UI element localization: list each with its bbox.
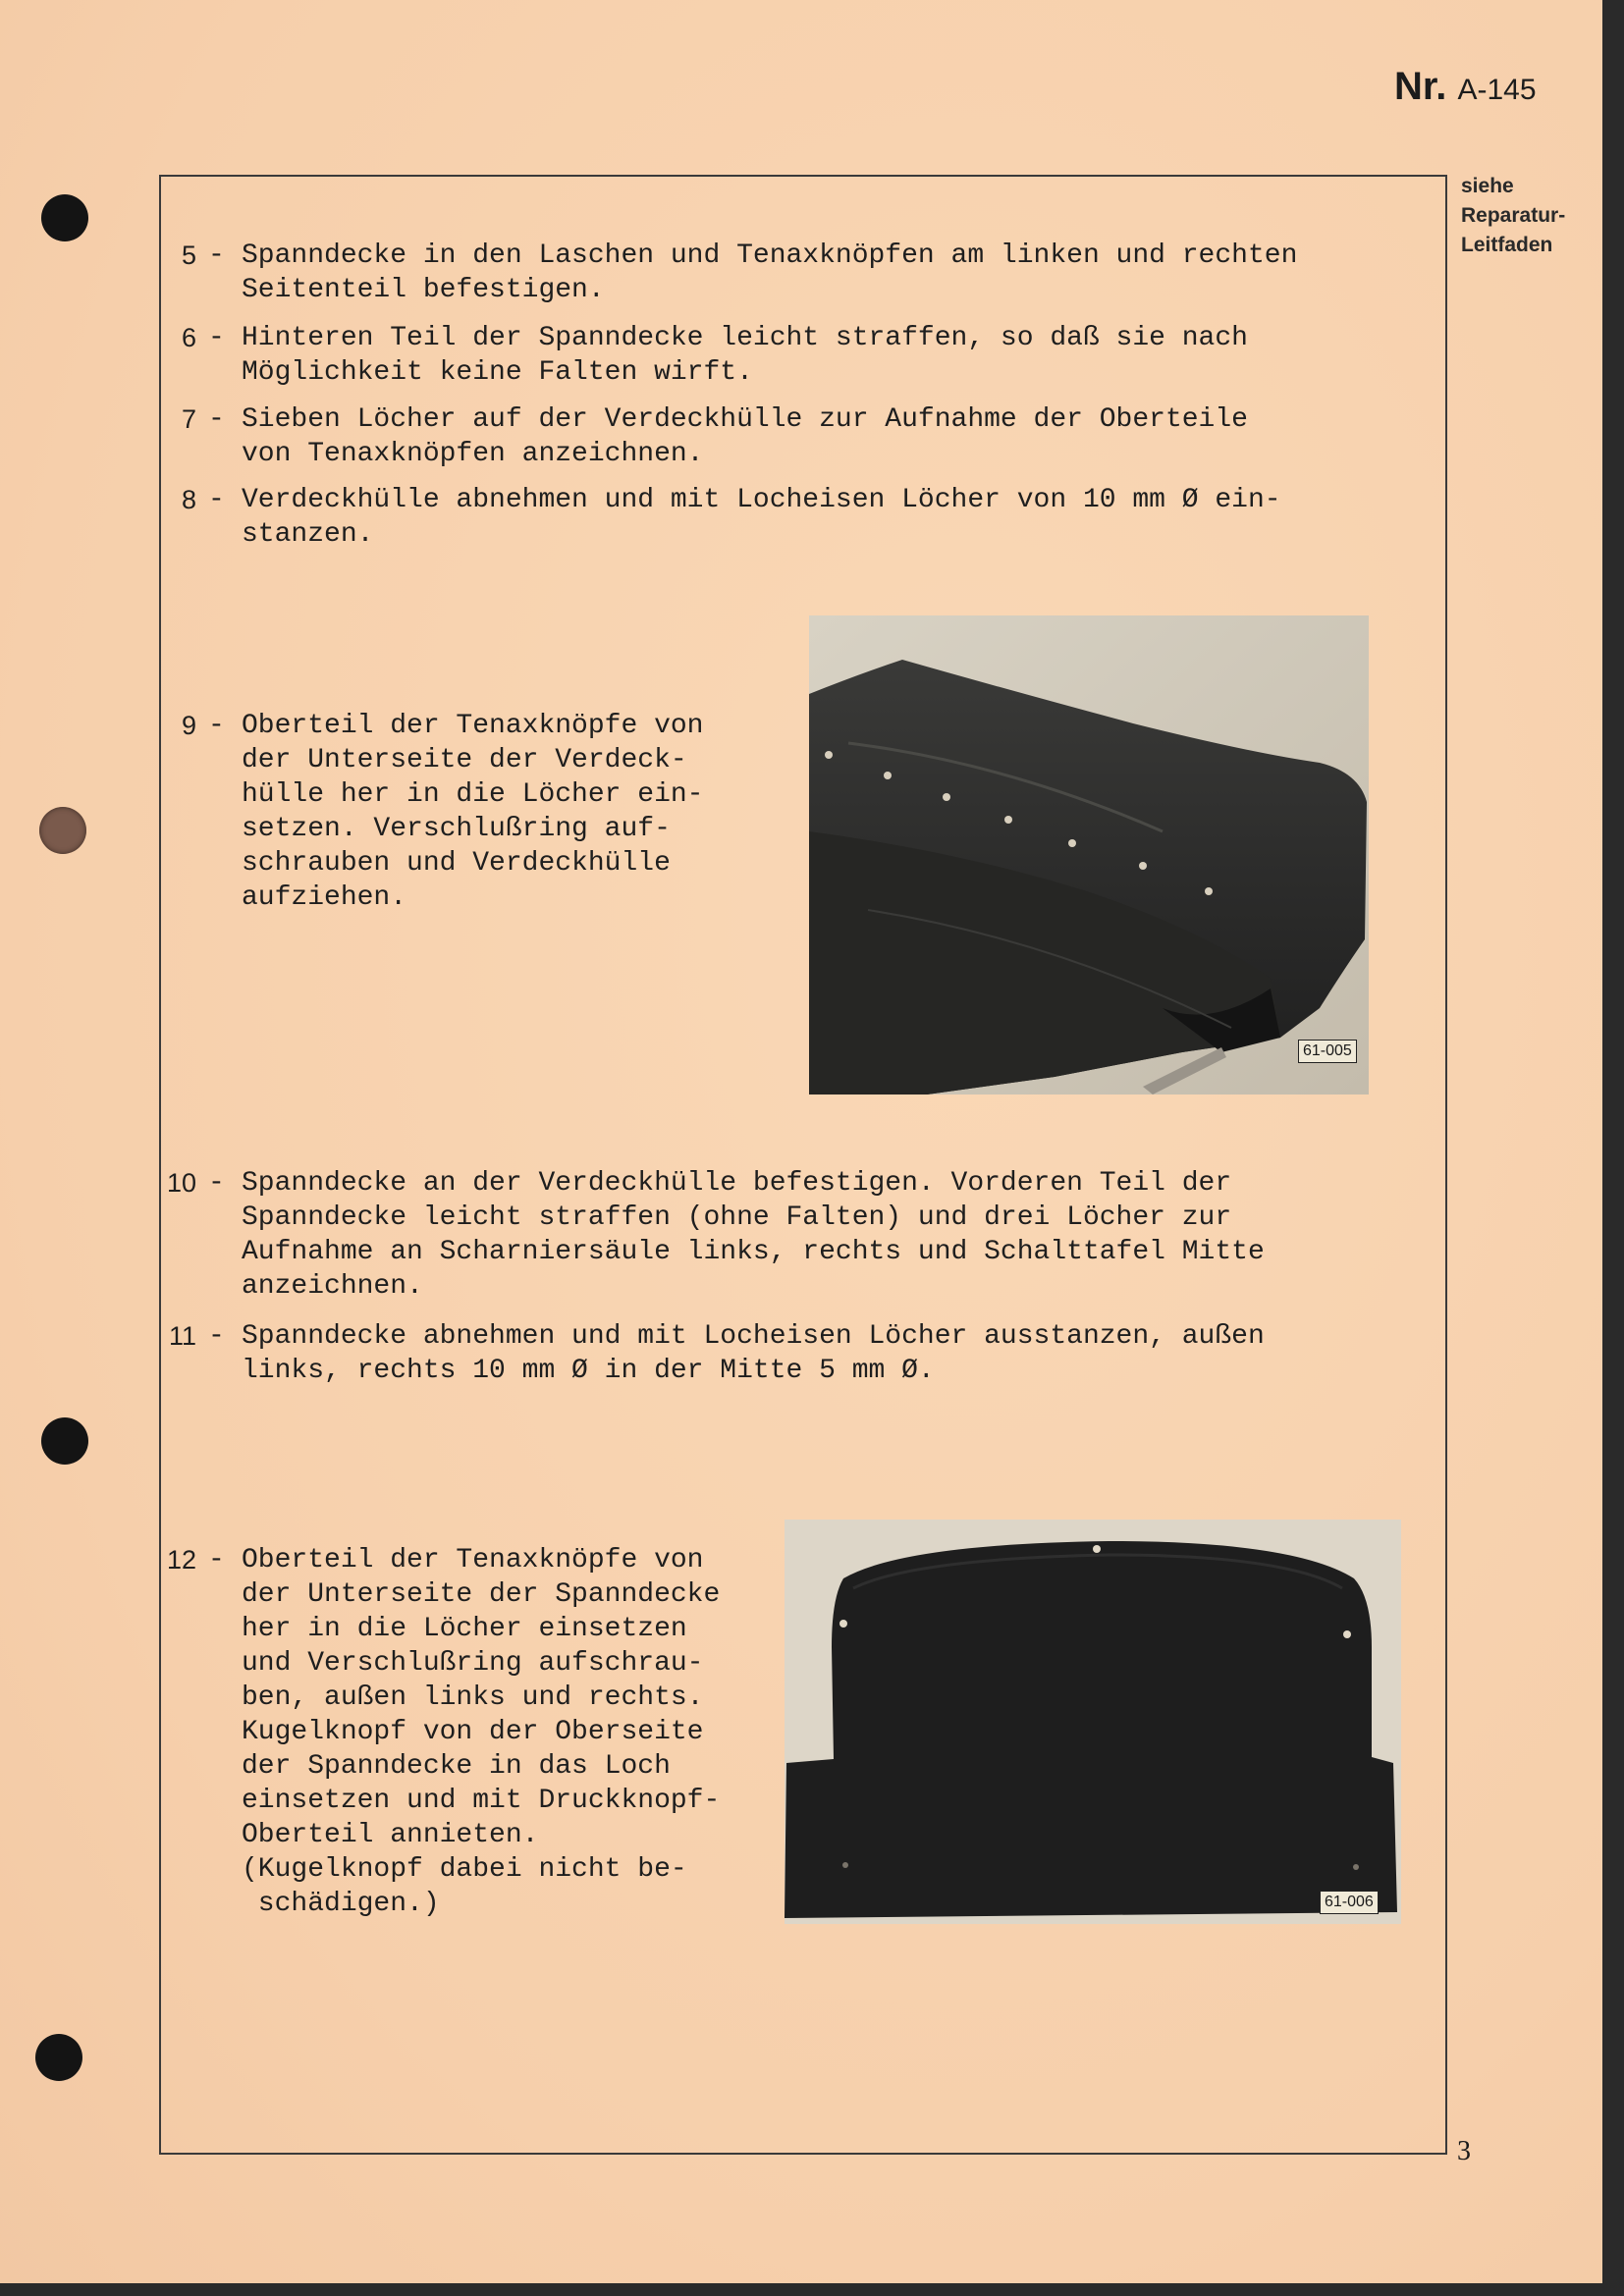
punch-hole	[35, 2034, 82, 2081]
step-dash: -	[208, 1168, 225, 1199]
figure-label: 61-005	[1298, 1040, 1357, 1063]
step-number: 11	[168, 1321, 196, 1351]
step-number: 9	[181, 711, 196, 740]
document-number-prefix: Nr.	[1394, 65, 1447, 108]
step-text: Oberteil der Tenaxknöpfe von der Unterseite der Verdeck- hülle her in die Löcher ein- setzen. Verschlußring auf- schrauben und Verdeckhülle aufziehen.	[242, 711, 704, 913]
step-dash: -	[208, 485, 225, 515]
photo-image	[785, 1520, 1401, 1924]
step-text: Spanndecke in den Laschen und Tenaxknöpfen am linken und rechten Seitenteil befestigen.	[242, 240, 1298, 305]
step-number: 10	[166, 1168, 196, 1198]
punch-hole	[41, 194, 88, 241]
punch-hole	[39, 807, 86, 854]
step-dash: -	[208, 711, 225, 741]
step-dash: -	[208, 323, 225, 353]
step-text: Spanndecke abnehmen und mit Locheisen Löcher ausstanzen, außen links, rechts 10 mm Ø in der Mitte 5 mm Ø.	[242, 1321, 1265, 1386]
step-number: 6	[181, 323, 196, 352]
step-text: Oberteil der Tenaxknöpfe von der Unterseite der Spanndecke her in die Löcher einsetzen und Verschlußring aufschrau- ben, außen links und rechts. Kugelknopf von der Oberseite der Spanndecke in das Loch einsetzen und mit Druckknopf- Oberteil annieten. (Kugelknopf dabei nicht be- schädigen.)	[242, 1545, 721, 1919]
step-text: Hinteren Teil der Spanndecke leicht straffen, so daß sie nach Möglichkeit keine Falten wirft.	[242, 323, 1248, 388]
step-dash: -	[208, 1545, 225, 1575]
step-number: 5	[181, 240, 196, 270]
step-text: Verdeckhülle abnehmen und mit Locheisen Löcher von 10 mm Ø ein- stanzen.	[242, 485, 1281, 550]
step-dash: -	[208, 404, 225, 435]
photo-convertible-top-cover	[809, 615, 1369, 1095]
photo-image	[809, 615, 1369, 1095]
step-text: Sieben Löcher auf der Verdeckhülle zur Aufnahme der Oberteile von Tenaxknöpfen anzeichnen.	[242, 404, 1248, 469]
step-text: Spanndecke an der Verdeckhülle befestigen. Vorderen Teil der Spanndecke leicht straffen (ohne Falten) und drei Löcher zur Aufnahme an Scharniersäule links, rechts und Schalttafel Mitte anzeichnen.	[242, 1168, 1265, 1302]
step-number: 7	[181, 404, 196, 434]
step-number: 12	[166, 1545, 196, 1575]
step-dash: -	[208, 1321, 225, 1352]
figure-label: 61-006	[1320, 1891, 1379, 1914]
step-number: 8	[181, 485, 196, 514]
document-number	[1394, 65, 1537, 109]
document-number-value: A-145	[1457, 74, 1537, 106]
photo-tonneau-cover	[785, 1520, 1401, 1924]
punch-hole	[41, 1417, 88, 1465]
side-note: siehe Reparatur-Leitfaden	[1461, 175, 1566, 256]
step-dash: -	[208, 240, 225, 271]
page-number: 3	[1457, 2136, 1471, 2166]
